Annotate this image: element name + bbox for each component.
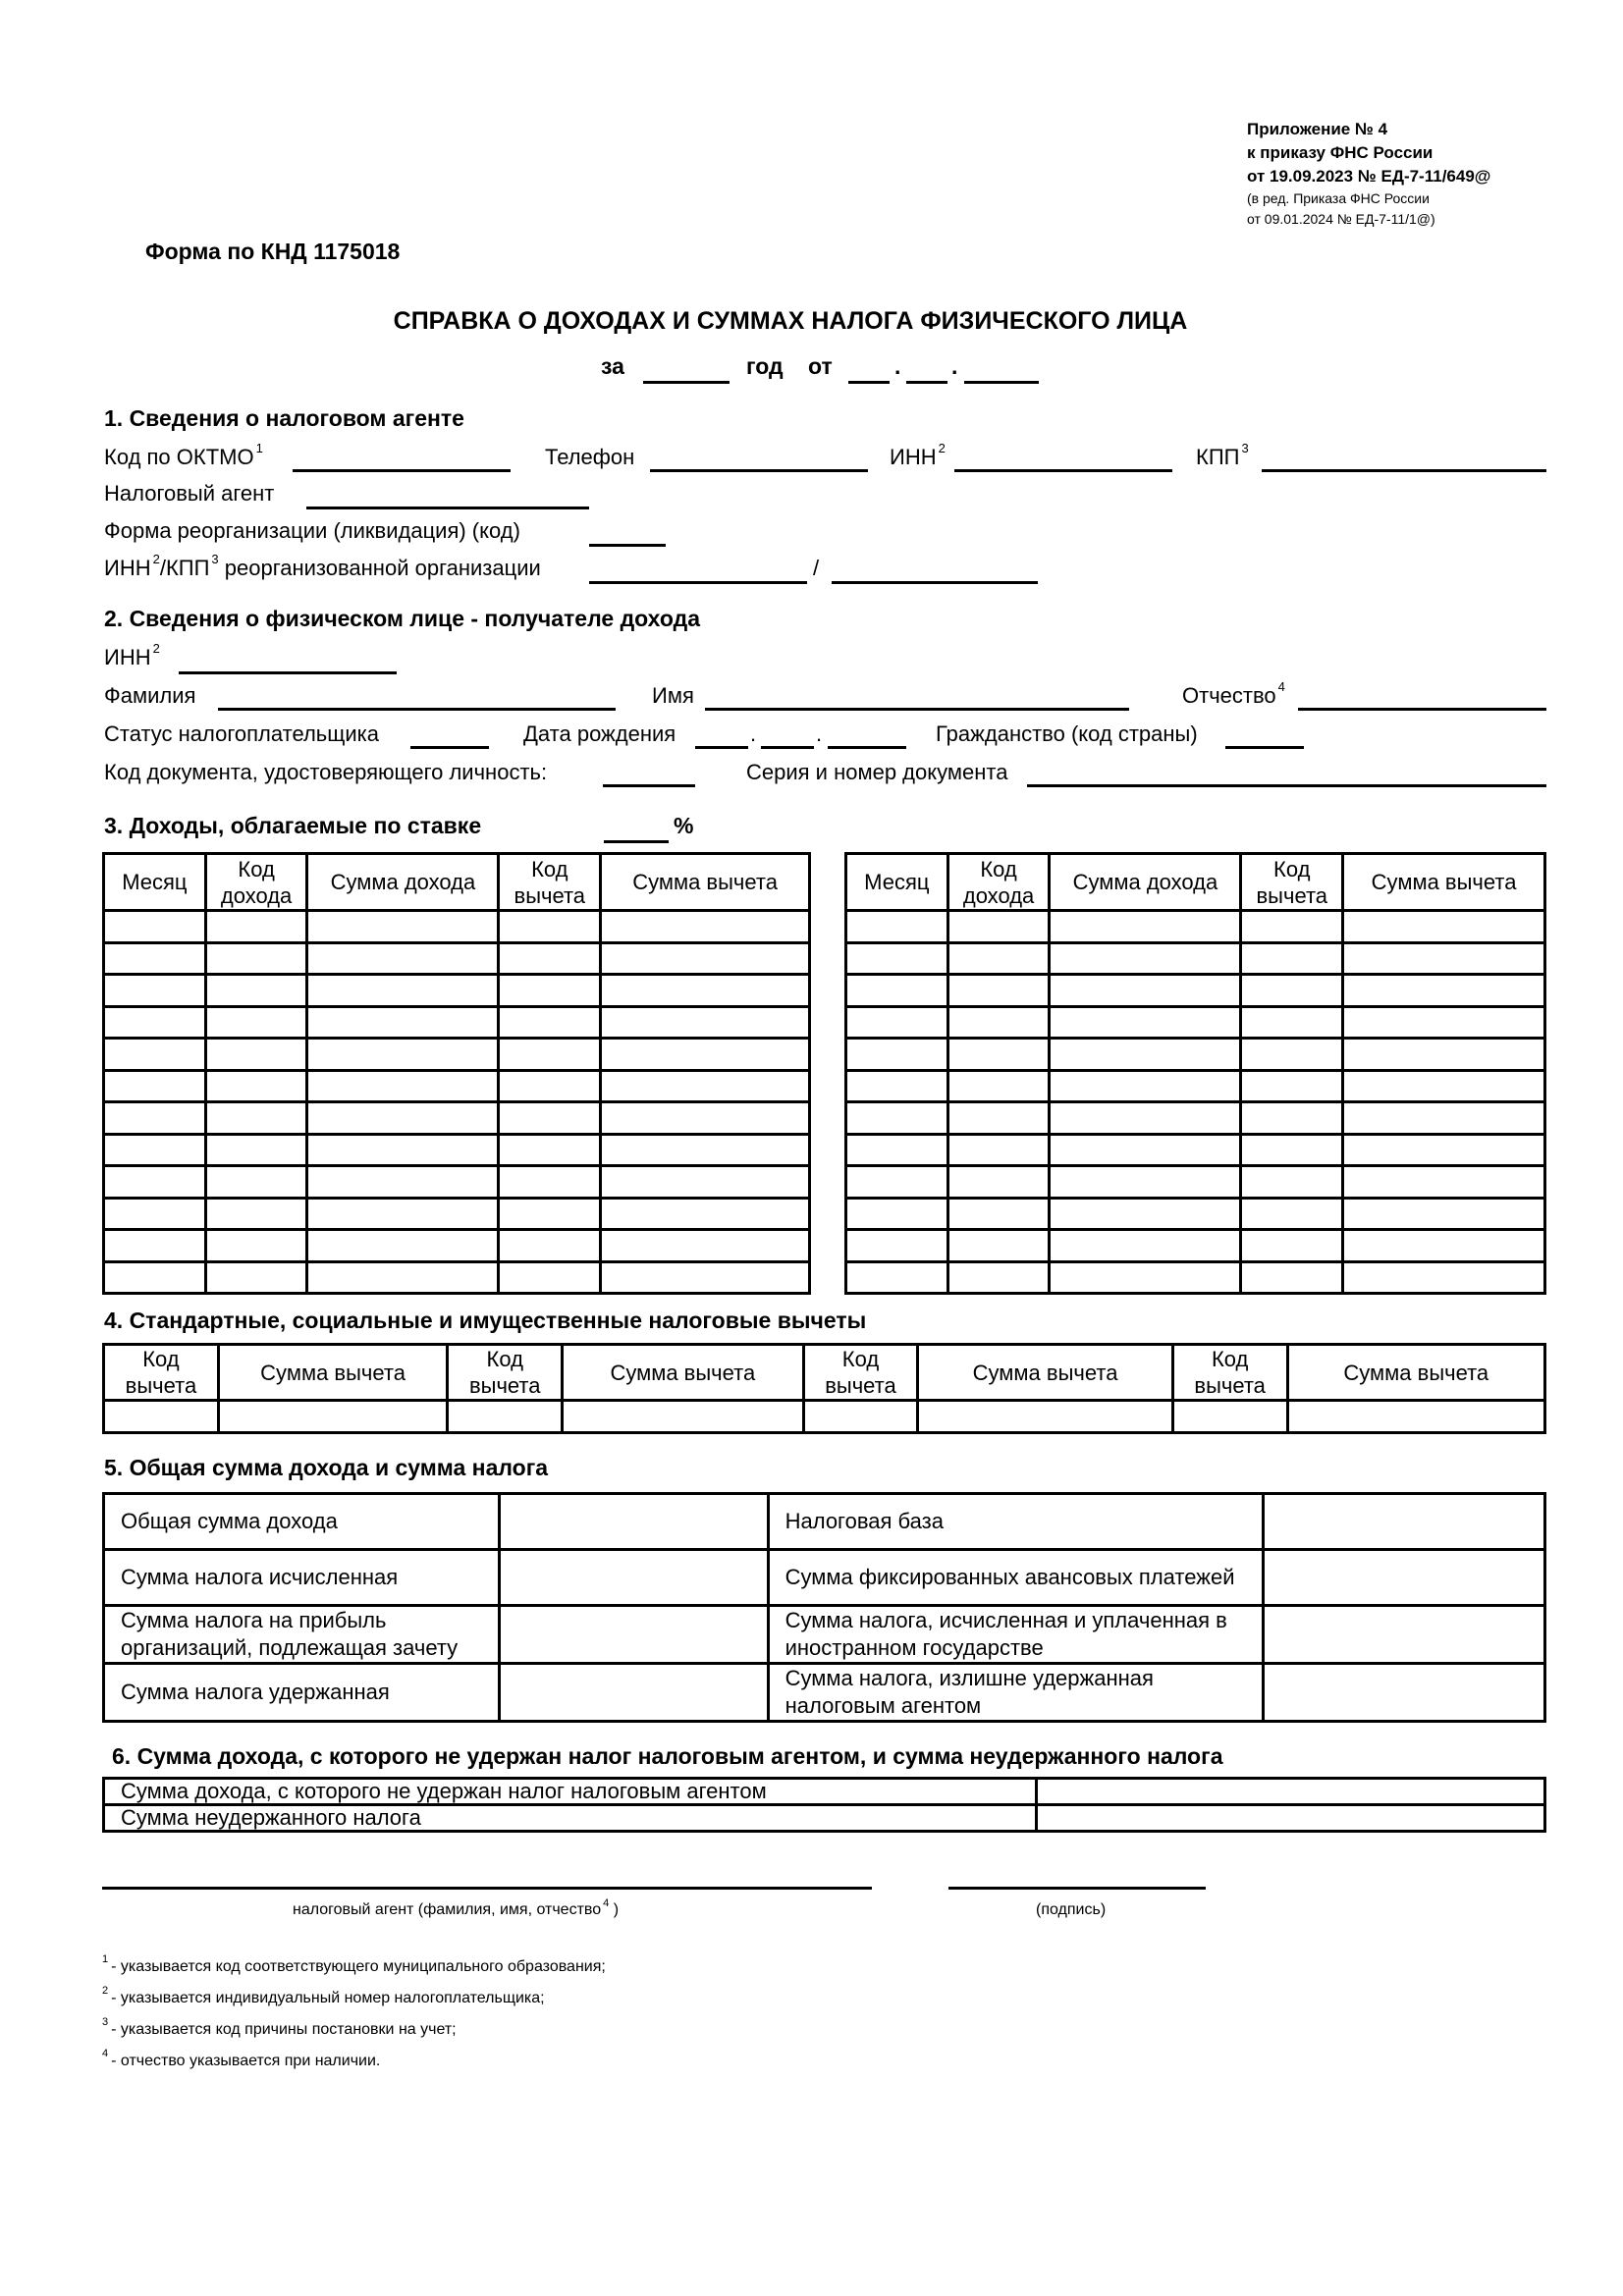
signature-line[interactable] <box>948 1887 1206 1890</box>
period-year-field[interactable] <box>643 381 730 384</box>
income-table-row <box>104 1039 810 1071</box>
deduction-code-cell[interactable] <box>1241 975 1343 1007</box>
first-name-label: Имя <box>652 683 694 708</box>
agent-inn-field[interactable] <box>954 469 1172 472</box>
oktmo-label: Код по ОКТМО $^1$ <box>104 441 263 469</box>
footnote-2: $^2$ - указывается индивидуальный номер налогоплательщика; <box>102 1985 545 2006</box>
income-code-cell[interactable] <box>947 1070 1050 1102</box>
col-deduction-code: Код вычета <box>1241 854 1343 911</box>
footnote-1: $^1$ - указывается код соответствующего муниципального образования; <box>102 1953 606 1975</box>
footnote-4: $^4$ - отчество указывается при наличии. <box>102 2048 381 2069</box>
deduction-sum-cell[interactable] <box>601 1102 810 1135</box>
agent-kpp-label: КПП $^3$ <box>1196 441 1249 469</box>
col-month: Месяц <box>104 854 206 911</box>
deduction-sum-cell[interactable] <box>1343 975 1545 1007</box>
unwithheld-income-value[interactable] <box>1037 1779 1545 1805</box>
deduction-code-cell[interactable] <box>499 1070 601 1102</box>
income-code-cell[interactable] <box>947 1230 1050 1262</box>
income-sum-cell[interactable] <box>1050 942 1241 975</box>
deduction-code-cell[interactable] <box>1172 1401 1287 1433</box>
deduction-code-cell[interactable] <box>1241 1134 1343 1166</box>
income-table-row <box>104 1261 810 1294</box>
deduction-code-cell[interactable] <box>499 1166 601 1199</box>
signature-caption: (подпись) <box>1036 1901 1107 1918</box>
deduction-code-cell[interactable] <box>1241 1230 1343 1262</box>
tax-base-value[interactable] <box>1263 1494 1544 1550</box>
month-cell[interactable] <box>846 1102 948 1135</box>
month-cell[interactable] <box>846 942 948 975</box>
birth-year-field[interactable] <box>828 746 906 749</box>
birth-day-field[interactable] <box>695 746 748 749</box>
deduction-code-cell[interactable] <box>1241 1039 1343 1071</box>
income-sum-cell[interactable] <box>1050 911 1241 943</box>
income-table-row <box>104 911 810 943</box>
agent-name-signature-line[interactable] <box>102 1887 872 1890</box>
income-code-cell[interactable] <box>205 942 307 975</box>
reorg-slash: / <box>813 556 820 580</box>
income-sum-cell[interactable] <box>307 1230 499 1262</box>
id-doc-code-field[interactable] <box>603 784 695 787</box>
income-table-row <box>846 911 1545 943</box>
income-code-cell[interactable] <box>205 1070 307 1102</box>
agent-inn-label: ИНН $^2$ <box>890 441 946 469</box>
appendix-line-1: Приложение № 4 <box>1247 120 1388 138</box>
deduction-sum-cell[interactable] <box>218 1401 447 1433</box>
deduction-code-cell[interactable] <box>1241 911 1343 943</box>
income-table-row <box>846 1134 1545 1166</box>
totals-row <box>104 1606 1545 1664</box>
citizenship-label: Гражданство (код страны) <box>936 721 1198 746</box>
totals-row <box>104 1550 1545 1606</box>
income-sum-cell[interactable] <box>307 942 499 975</box>
deduction-code-cell[interactable] <box>499 1039 601 1071</box>
income-table-right <box>844 852 1546 1295</box>
appendix-note <box>1247 118 1490 230</box>
fixed-advance-value[interactable] <box>1263 1550 1544 1606</box>
income-sum-cell[interactable] <box>307 975 499 1007</box>
appendix-line-4: (в ред. Приказа ФНС России <box>1247 190 1430 206</box>
period-year-label: год <box>746 353 784 379</box>
tax-calculated-value[interactable] <box>500 1550 768 1606</box>
income-sum-cell[interactable] <box>1050 1134 1241 1166</box>
unwithheld-tax-value[interactable] <box>1037 1805 1545 1832</box>
income-sum-cell[interactable] <box>307 911 499 943</box>
reorg-kpp-field[interactable] <box>832 581 1038 584</box>
deduction-sum-cell[interactable] <box>601 1198 810 1230</box>
deduction-sum-cell[interactable] <box>1343 911 1545 943</box>
total-income-value[interactable] <box>500 1494 768 1550</box>
income-table-row <box>104 975 810 1007</box>
deduction-code-cell[interactable] <box>499 975 601 1007</box>
col-deduction-sum: Сумма вычета <box>1343 854 1545 911</box>
profit-tax-offset-label: Сумма налога на прибыль организаций, подлежащая зачету <box>104 1606 500 1664</box>
income-table-row <box>104 942 810 975</box>
income-sum-cell[interactable] <box>307 1039 499 1071</box>
agent-name-caption: налоговый агент (фамилия, имя, отчество $^4$ ) <box>293 1897 620 1918</box>
income-code-cell[interactable] <box>205 975 307 1007</box>
tax-withheld-label: Сумма налога удержанная <box>104 1664 500 1722</box>
deduction-code-cell[interactable] <box>1241 1070 1343 1102</box>
income-sum-cell[interactable] <box>307 1198 499 1230</box>
income-table-row <box>104 1134 810 1166</box>
agent-name-field[interactable] <box>306 507 589 509</box>
income-table-row <box>846 1070 1545 1102</box>
foreign-tax-value[interactable] <box>1263 1606 1544 1664</box>
deduction-sum-cell[interactable] <box>601 1134 810 1166</box>
deduction-code-cell[interactable] <box>499 1006 601 1039</box>
birth-dot-2: . <box>816 721 823 746</box>
reorg-form-label: Форма реорганизации (ликвидация) (код) <box>104 518 520 543</box>
totals-table <box>102 1492 1546 1723</box>
col-deduction-code-4: Код вычета <box>1172 1345 1287 1401</box>
deduction-sum-cell[interactable] <box>563 1401 803 1433</box>
income-code-cell[interactable] <box>947 1261 1050 1294</box>
income-table-row <box>104 1070 810 1102</box>
income-table-row <box>846 942 1545 975</box>
section4-title: 4. Стандартные, социальные и имущественные налоговые вычеты <box>104 1308 867 1333</box>
income-sum-cell[interactable] <box>307 1166 499 1199</box>
deduction-code-cell[interactable] <box>499 942 601 975</box>
income-code-cell[interactable] <box>947 1198 1050 1230</box>
income-sum-cell[interactable] <box>1050 1006 1241 1039</box>
month-cell[interactable] <box>846 1070 948 1102</box>
section5-title: 5. Общая сумма дохода и сумма налога <box>104 1455 549 1480</box>
section2-title: 2. Сведения о физическом лице - получателе дохода <box>104 606 701 631</box>
month-cell[interactable] <box>104 942 206 975</box>
unwithheld-row <box>104 1805 1545 1832</box>
section6-title: 6. Сумма дохода, с которого не удержан налог налоговым агентом, и сумма неудержанного налога <box>112 1743 1223 1769</box>
total-income-label: Общая сумма дохода <box>104 1494 500 1550</box>
foreign-tax-label: Сумма налога, исчисленная и уплаченная в иностранном государстве <box>768 1606 1263 1664</box>
income-sum-cell[interactable] <box>307 1102 499 1135</box>
col-month: Месяц <box>846 854 948 911</box>
deduction-code-cell[interactable] <box>803 1401 918 1433</box>
month-cell[interactable] <box>846 1039 948 1071</box>
deduction-sum-cell[interactable] <box>601 1230 810 1262</box>
appendix-line-5: от 09.01.2024 № ЕД-7-11/1@) <box>1247 211 1435 227</box>
month-cell[interactable] <box>846 1134 948 1166</box>
deduction-sum-cell[interactable] <box>1343 1006 1545 1039</box>
income-sum-cell[interactable] <box>1050 1166 1241 1199</box>
unwithheld-table <box>102 1777 1546 1833</box>
birth-date-label: Дата рождения <box>523 721 676 746</box>
month-cell[interactable] <box>846 1006 948 1039</box>
income-table-row <box>104 1198 810 1230</box>
income-table-row <box>104 1102 810 1135</box>
form-code: Форма по КНД 1175018 <box>145 239 401 264</box>
deduction-code-cell[interactable] <box>448 1401 563 1433</box>
page-title: СПРАВКА О ДОХОДАХ И СУММАХ НАЛОГА ФИЗИЧЕСКОГО ЛИЦА <box>393 307 1188 335</box>
excess-withheld-label: Сумма налога, излишне удержанная налоговым агентом <box>768 1664 1263 1722</box>
deduction-sum-cell[interactable] <box>601 1039 810 1071</box>
col-income-code: Код дохода <box>947 854 1050 911</box>
totals-row <box>104 1664 1545 1722</box>
deduction-code-cell[interactable] <box>1241 1166 1343 1199</box>
deduction-code-cell[interactable] <box>499 1261 601 1294</box>
deduction-sum-cell[interactable] <box>1343 1070 1545 1102</box>
income-sum-cell[interactable] <box>1050 975 1241 1007</box>
income-sum-cell[interactable] <box>307 1070 499 1102</box>
col-deduction-sum-4: Сумма вычета <box>1287 1345 1544 1401</box>
col-deduction-sum-2: Сумма вычета <box>563 1345 803 1401</box>
appendix-line-2: к приказу ФНС России <box>1247 143 1434 162</box>
deduction-code-cell[interactable] <box>1241 1198 1343 1230</box>
col-deduction-code-1: Код вычета <box>104 1345 219 1401</box>
deduction-code-cell[interactable] <box>1241 942 1343 975</box>
income-code-cell[interactable] <box>205 911 307 943</box>
deduction-sum-cell[interactable] <box>1343 1134 1545 1166</box>
month-cell[interactable] <box>104 1039 206 1071</box>
income-sum-cell[interactable] <box>1050 1261 1241 1294</box>
deduction-sum-cell[interactable] <box>918 1401 1172 1433</box>
patronymic-field[interactable] <box>1298 708 1546 711</box>
income-sum-cell[interactable] <box>307 1006 499 1039</box>
first-name-field[interactable] <box>705 708 1129 711</box>
deduction-code-cell[interactable] <box>499 1230 601 1262</box>
deduction-sum-cell[interactable] <box>601 975 810 1007</box>
income-code-cell[interactable] <box>205 1166 307 1199</box>
period-for-label: за <box>601 353 624 379</box>
deduction-sum-cell[interactable] <box>1343 1261 1545 1294</box>
deductions-row <box>104 1401 1545 1433</box>
period-date-year-field[interactable] <box>964 381 1039 384</box>
period-day-field[interactable] <box>848 381 890 384</box>
month-cell[interactable] <box>846 1230 948 1262</box>
income-code-cell[interactable] <box>947 911 1050 943</box>
deductions-header <box>104 1345 1545 1401</box>
deduction-sum-cell[interactable] <box>1343 942 1545 975</box>
income-sum-cell[interactable] <box>1050 1070 1241 1102</box>
deduction-code-cell[interactable] <box>1241 1261 1343 1294</box>
income-table-left <box>102 852 811 1295</box>
month-cell[interactable] <box>104 1261 206 1294</box>
surname-label: Фамилия <box>104 683 196 708</box>
income-table-row <box>846 1261 1545 1294</box>
profit-tax-offset-value[interactable] <box>500 1606 768 1664</box>
period-dot-1: . <box>894 353 901 379</box>
deduction-code-cell[interactable] <box>1241 1006 1343 1039</box>
income-code-cell[interactable] <box>205 1039 307 1071</box>
col-deduction-code-2: Код вычета <box>448 1345 563 1401</box>
month-cell[interactable] <box>846 1166 948 1199</box>
income-code-cell[interactable] <box>947 1006 1050 1039</box>
deduction-sum-cell[interactable] <box>601 1006 810 1039</box>
oktmo-field[interactable] <box>293 469 511 472</box>
birth-month-field[interactable] <box>761 746 814 749</box>
fixed-advance-label: Сумма фиксированных авансовых платежей <box>768 1550 1263 1606</box>
col-deduction-code: Код вычета <box>499 854 601 911</box>
income-code-cell[interactable] <box>947 1039 1050 1071</box>
income-code-cell[interactable] <box>205 1198 307 1230</box>
deduction-code-cell[interactable] <box>499 1134 601 1166</box>
income-sum-cell[interactable] <box>307 1134 499 1166</box>
unwithheld-income-label: Сумма дохода, с которого не удержан налог налоговым агентом <box>104 1779 1037 1805</box>
taxpayer-status-field[interactable] <box>410 746 489 749</box>
deduction-sum-cell[interactable] <box>601 1166 810 1199</box>
deduction-sum-cell[interactable] <box>1343 1039 1545 1071</box>
income-code-cell[interactable] <box>205 1102 307 1135</box>
month-cell[interactable] <box>104 1134 206 1166</box>
id-doc-number-label: Серия и номер документа <box>746 760 1008 784</box>
footnote-3: $^3$ - указывается код причины постановки на учет; <box>102 2016 457 2038</box>
income-table-row <box>846 1039 1545 1071</box>
tax-base-label: Налоговая база <box>768 1494 1263 1550</box>
month-cell[interactable] <box>846 1261 948 1294</box>
deduction-sum-cell[interactable] <box>1287 1401 1544 1433</box>
period-dot-2: . <box>951 353 958 379</box>
income-code-cell[interactable] <box>205 1230 307 1262</box>
col-income-code: Код дохода <box>205 854 307 911</box>
income-code-cell[interactable] <box>947 1166 1050 1199</box>
id-doc-number-field[interactable] <box>1027 784 1546 787</box>
totals-row <box>104 1494 1545 1550</box>
deduction-sum-cell[interactable] <box>1343 1166 1545 1199</box>
unwithheld-row <box>104 1779 1545 1805</box>
col-deduction-sum: Сумма вычета <box>601 854 810 911</box>
month-cell[interactable] <box>104 1230 206 1262</box>
deduction-code-cell[interactable] <box>499 911 601 943</box>
deduction-sum-cell[interactable] <box>601 911 810 943</box>
income-table-row <box>104 1006 810 1039</box>
income-code-cell[interactable] <box>205 1134 307 1166</box>
id-doc-code-label: Код документа, удостоверяющего личность: <box>104 760 548 784</box>
col-income-sum: Сумма дохода <box>307 854 499 911</box>
month-cell[interactable] <box>104 1006 206 1039</box>
income-sum-cell[interactable] <box>1050 1230 1241 1262</box>
tax-calculated-label: Сумма налога исчисленная <box>104 1550 500 1606</box>
col-income-sum: Сумма дохода <box>1050 854 1241 911</box>
income-table-row <box>104 1230 810 1262</box>
period-month-field[interactable] <box>906 381 947 384</box>
income-table-row <box>846 1006 1545 1039</box>
income-sum-cell[interactable] <box>1050 1039 1241 1071</box>
person-inn-label: ИНН $^2$ <box>104 641 160 669</box>
month-cell[interactable] <box>104 975 206 1007</box>
income-sum-cell[interactable] <box>307 1261 499 1294</box>
month-cell[interactable] <box>846 975 948 1007</box>
deductions-table <box>102 1343 1546 1434</box>
reorg-form-field[interactable] <box>589 544 666 547</box>
reorg-inn-kpp-label: ИНН $^2$/КПП $^3$ реорганизованной организации <box>104 552 541 580</box>
income-table-row <box>846 1198 1545 1230</box>
phone-label: Телефон <box>545 445 635 469</box>
patronymic-label: Отчество $^4$ <box>1182 679 1285 708</box>
reorg-inn-field[interactable] <box>589 581 807 584</box>
agent-kpp-field[interactable] <box>1262 469 1546 472</box>
tax-rate-field[interactable] <box>604 840 669 843</box>
deduction-sum-cell[interactable] <box>1343 1230 1545 1262</box>
col-deduction-code-3: Код вычета <box>803 1345 918 1401</box>
period-from-label: от <box>808 353 833 379</box>
income-code-cell[interactable] <box>947 942 1050 975</box>
income-table-row <box>846 1102 1545 1135</box>
income-table-row <box>104 1166 810 1199</box>
income-code-cell[interactable] <box>947 975 1050 1007</box>
month-cell[interactable] <box>104 1070 206 1102</box>
deduction-sum-cell[interactable] <box>601 1070 810 1102</box>
excess-withheld-value[interactable] <box>1263 1664 1544 1722</box>
deduction-sum-cell[interactable] <box>601 942 810 975</box>
month-cell[interactable] <box>846 911 948 943</box>
citizenship-field[interactable] <box>1225 746 1304 749</box>
deduction-sum-cell[interactable] <box>601 1261 810 1294</box>
income-sum-cell[interactable] <box>1050 1198 1241 1230</box>
income-table-header <box>104 854 810 911</box>
deduction-code-cell[interactable] <box>104 1401 219 1433</box>
surname-field[interactable] <box>218 708 616 711</box>
section1-title: 1. Сведения о налоговом агенте <box>104 405 464 431</box>
birth-dot-1: . <box>750 721 757 746</box>
income-code-cell[interactable] <box>947 1102 1050 1135</box>
deduction-code-cell[interactable] <box>1241 1102 1343 1135</box>
section3-title: 3. Доходы, облагаемые по ставке <box>104 813 482 838</box>
col-deduction-sum-1: Сумма вычета <box>218 1345 447 1401</box>
month-cell[interactable] <box>104 1102 206 1135</box>
percent-sign: % <box>674 813 694 838</box>
income-table-row <box>846 975 1545 1007</box>
income-code-cell[interactable] <box>205 1006 307 1039</box>
month-cell[interactable] <box>104 1198 206 1230</box>
month-cell[interactable] <box>104 911 206 943</box>
deduction-sum-cell[interactable] <box>1343 1198 1545 1230</box>
income-table-row <box>846 1230 1545 1262</box>
income-table-row <box>846 1166 1545 1199</box>
phone-field[interactable] <box>650 469 868 472</box>
month-cell[interactable] <box>846 1198 948 1230</box>
income-code-cell[interactable] <box>947 1134 1050 1166</box>
income-table-header <box>846 854 1545 911</box>
deduction-code-cell[interactable] <box>499 1198 601 1230</box>
appendix-line-3: от 19.09.2023 № ЕД-7-11/649@ <box>1247 167 1491 186</box>
income-sum-cell[interactable] <box>1050 1102 1241 1135</box>
unwithheld-tax-label: Сумма неудержанного налога <box>104 1805 1037 1832</box>
taxpayer-status-label: Статус налогоплательщика <box>104 721 380 746</box>
deduction-code-cell[interactable] <box>499 1102 601 1135</box>
tax-withheld-value[interactable] <box>500 1664 768 1722</box>
col-deduction-sum-3: Сумма вычета <box>918 1345 1172 1401</box>
income-code-cell[interactable] <box>205 1261 307 1294</box>
agent-name-label: Налоговый агент <box>104 481 275 506</box>
month-cell[interactable] <box>104 1166 206 1199</box>
person-inn-field[interactable] <box>179 671 397 674</box>
deduction-sum-cell[interactable] <box>1343 1102 1545 1135</box>
